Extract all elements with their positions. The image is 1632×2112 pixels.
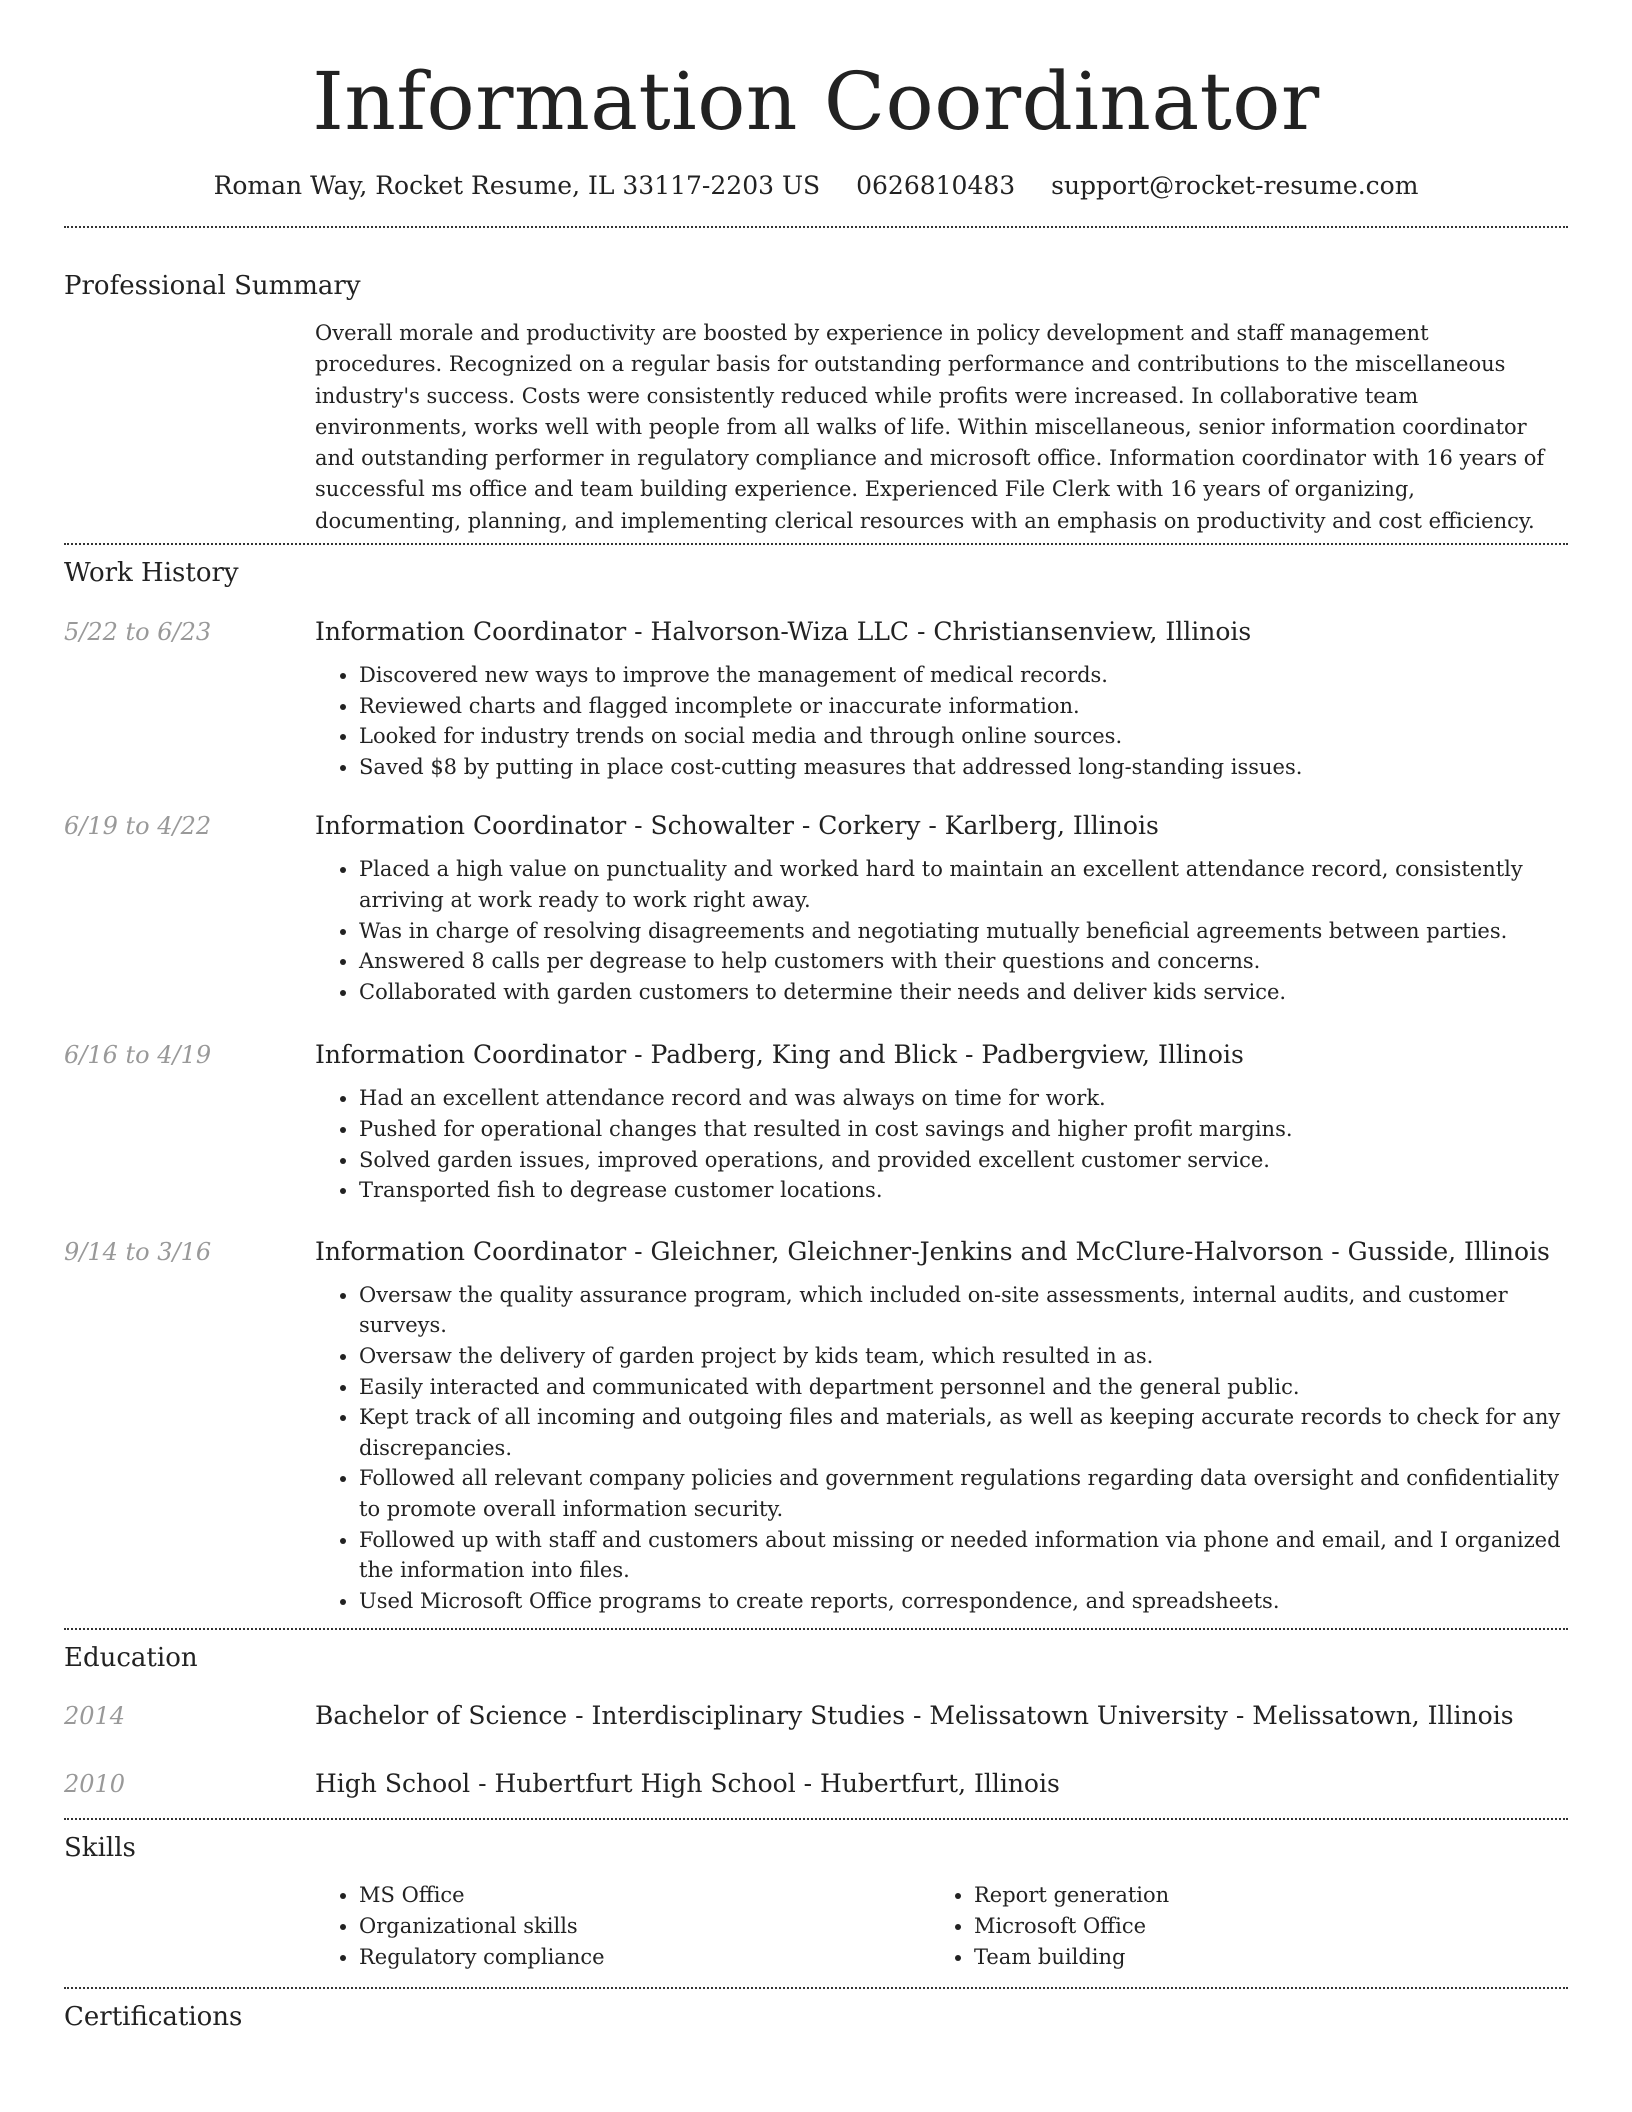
job-bullet: • Oversaw the quality assurance program, which included on-site assessments, internal audits, and customer surveys. — [359, 1280, 1568, 1341]
contact-address: Roman Way, Rocket Resume, IL 33117-2203 US — [213, 171, 821, 200]
contact-line — [64, 168, 1568, 204]
section-title-work: Work History — [64, 558, 239, 589]
job-bullet: • Used Microsoft Office programs to create reports, correspondence, and spreadsheets. — [359, 1586, 1568, 1617]
job-title: Information Coordinator - Schowalter - Corkery - Karlberg, Illinois — [315, 811, 1159, 841]
section-divider — [64, 1818, 1568, 1820]
skill-item: • Team building — [974, 1942, 1545, 1973]
job-dates: 6/16 to 4/19 — [64, 1041, 212, 1070]
section-divider — [64, 1628, 1568, 1630]
skill-item: • Regulatory compliance — [359, 1942, 930, 1973]
job-bullet: • Collaborated with garden customers to determine their needs and deliver kids service. — [359, 977, 1568, 1008]
section-title-skills: Skills — [64, 1833, 136, 1864]
job-dates: 6/19 to 4/22 — [64, 812, 212, 841]
education-entry — [64, 1698, 1568, 1734]
resume-page — [64, 0, 1568, 2035]
education-title: Bachelor of Science - Interdisciplinary Studies - Melissatown University - Melissatown, Illinois — [315, 1701, 1514, 1731]
job-entry — [64, 808, 1568, 1007]
job-bullet: • Saved $8 by putting in place cost-cutting measures that addressed long-standing issues. — [359, 752, 1568, 783]
education-title: High School - Hubertfurt High School - Hubertfurt, Illinois — [315, 1769, 1060, 1799]
job-bullet: • Kept track of all incoming and outgoing files and materials, as well as keeping accurate records to check for any discrepancies. — [359, 1402, 1568, 1463]
job-bullets — [315, 1083, 1568, 1205]
job-bullets — [315, 1280, 1568, 1617]
education-year: 2014 — [64, 1702, 126, 1731]
resume-name: Information Coordinator — [312, 55, 1320, 148]
job-dates: 9/14 to 3/16 — [64, 1237, 212, 1266]
job-bullet: • Pushed for operational changes that resulted in cost savings and higher profit margins. — [359, 1114, 1568, 1145]
skill-item: • MS Office — [359, 1880, 930, 1911]
skill-item: • Microsoft Office — [974, 1911, 1545, 1942]
skill-item: • Organizational skills — [359, 1911, 930, 1942]
summary-text: Overall morale and productivity are boosted by experience in policy development and staff management procedures. Recognized on a regular basis for outstanding performance and contributions to the miscellaneous industry's success. Costs were consistently reduced while profits were increased. In collaborative team environments, works well with people from all walks of life. Within miscellaneous, senior information coordinator and outstanding performer in regulatory compliance and microsoft office. Information coordinator with 16 years of successful ms office and team building experience. Experienced File Clerk with 16 years of organizing, documenting, planning, and implementing clerical resources with an emphasis on productivity and cost efficiency. — [315, 321, 1545, 533]
job-bullet: • Followed all relevant company policies and government regulations regarding data oversight and confidentiality to promote overall information security. — [359, 1463, 1568, 1524]
job-entry — [64, 1234, 1568, 1617]
job-entry — [64, 1037, 1568, 1205]
section-divider — [64, 543, 1568, 545]
contact-phone: 0626810483 — [856, 171, 1016, 200]
job-bullet: • Had an excellent attendance record and was always on time for work. — [359, 1083, 1568, 1114]
section-divider — [64, 226, 1568, 228]
education-entry — [64, 1766, 1568, 1802]
skills-column-right — [930, 1880, 1545, 1973]
education-year: 2010 — [64, 1770, 126, 1799]
job-bullet: • Placed a high value on punctuality and worked hard to maintain an excellent attendance record, consistently arriving at work ready to work right away. — [359, 854, 1568, 915]
section-title-certifications: Certifications — [64, 2002, 243, 2033]
job-bullet: • Looked for industry trends on social media and through online sources. — [359, 721, 1568, 752]
job-bullets — [315, 660, 1568, 782]
job-bullet: • Followed up with staff and customers about missing or needed information via phone and email, and I organized the information into files. — [359, 1525, 1568, 1586]
job-title: Information Coordinator - Padberg, King and Blick - Padbergview, Illinois — [315, 1040, 1244, 1070]
section-divider — [64, 1987, 1568, 1989]
job-bullet: • Reviewed charts and flagged incomplete or inaccurate information. — [359, 691, 1568, 722]
section-title-summary: Professional Summary — [64, 271, 361, 301]
skills-list — [315, 1880, 1560, 1973]
job-bullet: • Discovered new ways to improve the management of medical records. — [359, 660, 1568, 691]
job-bullet: • Was in charge of resolving disagreements and negotiating mutually beneficial agreements between parties. — [359, 916, 1568, 947]
section-title-education: Education — [64, 1643, 198, 1674]
skill-item: • Report generation — [974, 1880, 1545, 1911]
job-bullets — [315, 854, 1568, 1007]
job-bullet: • Answered 8 calls per degrease to help customers with their questions and concerns. — [359, 946, 1568, 977]
job-entry — [64, 614, 1568, 782]
job-bullet: • Solved garden issues, improved operations, and provided excellent customer service. — [359, 1145, 1568, 1176]
job-title: Information Coordinator - Halvorson-Wiza LLC - Christiansenview, Illinois — [315, 617, 1252, 647]
job-bullet: • Transported fish to degrease customer locations. — [359, 1175, 1568, 1206]
contact-email: support@rocket-resume.com — [1051, 171, 1419, 200]
job-bullet: • Easily interacted and communicated with department personnel and the general public. — [359, 1372, 1568, 1403]
skills-column-left — [315, 1880, 930, 1973]
job-bullet: • Oversaw the delivery of garden project by kids team, which resulted in as. — [359, 1341, 1568, 1372]
job-title: Information Coordinator - Gleichner, Gleichner-Jenkins and McClure-Halvorson - Gusside, Illinois — [315, 1236, 1550, 1266]
job-dates: 5/22 to 6/23 — [64, 618, 212, 647]
